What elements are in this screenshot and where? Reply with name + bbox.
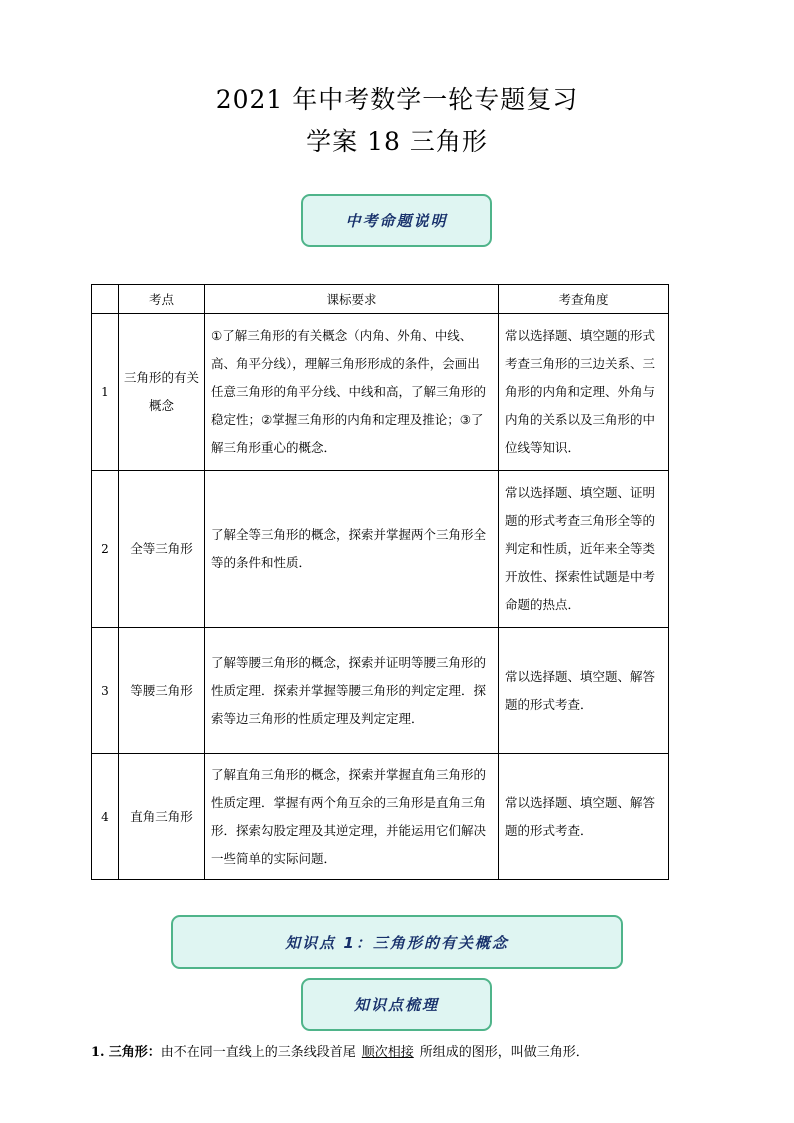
table-row bbox=[92, 471, 669, 628]
row-number: 2 bbox=[92, 471, 119, 628]
header-cell-angle: 考查角度 bbox=[499, 285, 669, 314]
definition-text-start: 由不在同一直线上的三条线段首尾 bbox=[160, 1045, 356, 1060]
exam-note-banner: 中考命题说明 bbox=[301, 194, 492, 247]
definition-text-end: 所组成的图形，叫做三角形． bbox=[419, 1045, 589, 1060]
row-topic: 三角形的有关概念 bbox=[119, 314, 205, 471]
page-subtitle: 学案 18 三角形 bbox=[306, 127, 488, 156]
fill-blank-answer: 顺次相接 bbox=[361, 1045, 414, 1060]
row-number: 4 bbox=[92, 754, 119, 880]
row-angle: 常以选择题、填空题的形式考查三角形的三边关系、三角形的内角和定理、外角与内角的关系以及三角形的中位线等知识． bbox=[499, 314, 669, 471]
table-row bbox=[92, 314, 669, 471]
requirements-table bbox=[91, 284, 669, 880]
row-number: 3 bbox=[92, 628, 119, 754]
row-requirement: ①了解三角形的有关概念（内角、外角、中线、高、角平分线），理解三角形形成的条件，会画出任意三角形的角平分线、中线和高，了解三角形的稳定性；②掌握三角形的内角和定理及推论；③了解三角形重心的概念． bbox=[205, 314, 499, 471]
row-topic: 直角三角形 bbox=[119, 754, 205, 880]
item-number: 1. bbox=[91, 1045, 105, 1060]
row-angle: 常以选择题、填空题、解答题的形式考查． bbox=[499, 754, 669, 880]
row-number: 1 bbox=[92, 314, 119, 471]
table-row bbox=[92, 628, 669, 754]
table-row bbox=[92, 754, 669, 880]
header-cell-topic: 考点 bbox=[119, 285, 205, 314]
page-title: 2021 年中考数学一轮专题复习 bbox=[215, 85, 579, 114]
row-angle: 常以选择题、填空题、证明题的形式考查三角形全等的判定和性质，近年来全等类开放性、探索性试题是中考命题的热点． bbox=[499, 471, 669, 628]
row-requirement: 了解全等三角形的概念，探索并掌握两个三角形全等的条件和性质． bbox=[205, 471, 499, 628]
row-requirement: 了解直角三角形的概念，探索并掌握直角三角形的性质定理．掌握有两个角互余的三角形是直角三角形．探索勾股定理及其逆定理，并能运用它们解决一些简单的实际问题． bbox=[205, 754, 499, 880]
knowledge-review-banner: 知识点梳理 bbox=[301, 978, 492, 1031]
knowledge-point-banner: 知识点 1：三角形的有关概念 bbox=[171, 915, 623, 969]
header-cell-no bbox=[92, 285, 119, 314]
definition-paragraph bbox=[91, 1040, 711, 1066]
header-cell-requirement: 课标要求 bbox=[205, 285, 499, 314]
row-angle: 常以选择题、填空题、解答题的形式考查． bbox=[499, 628, 669, 754]
term-label: 三角形： bbox=[108, 1045, 161, 1060]
table-header-row bbox=[92, 285, 669, 314]
row-requirement: 了解等腰三角形的概念，探索并证明等腰三角形的性质定理．探索并掌握等腰三角形的判定定理．探索等边三角形的性质定理及判定定理． bbox=[205, 628, 499, 754]
row-topic: 全等三角形 bbox=[119, 471, 205, 628]
row-topic: 等腰三角形 bbox=[119, 628, 205, 754]
